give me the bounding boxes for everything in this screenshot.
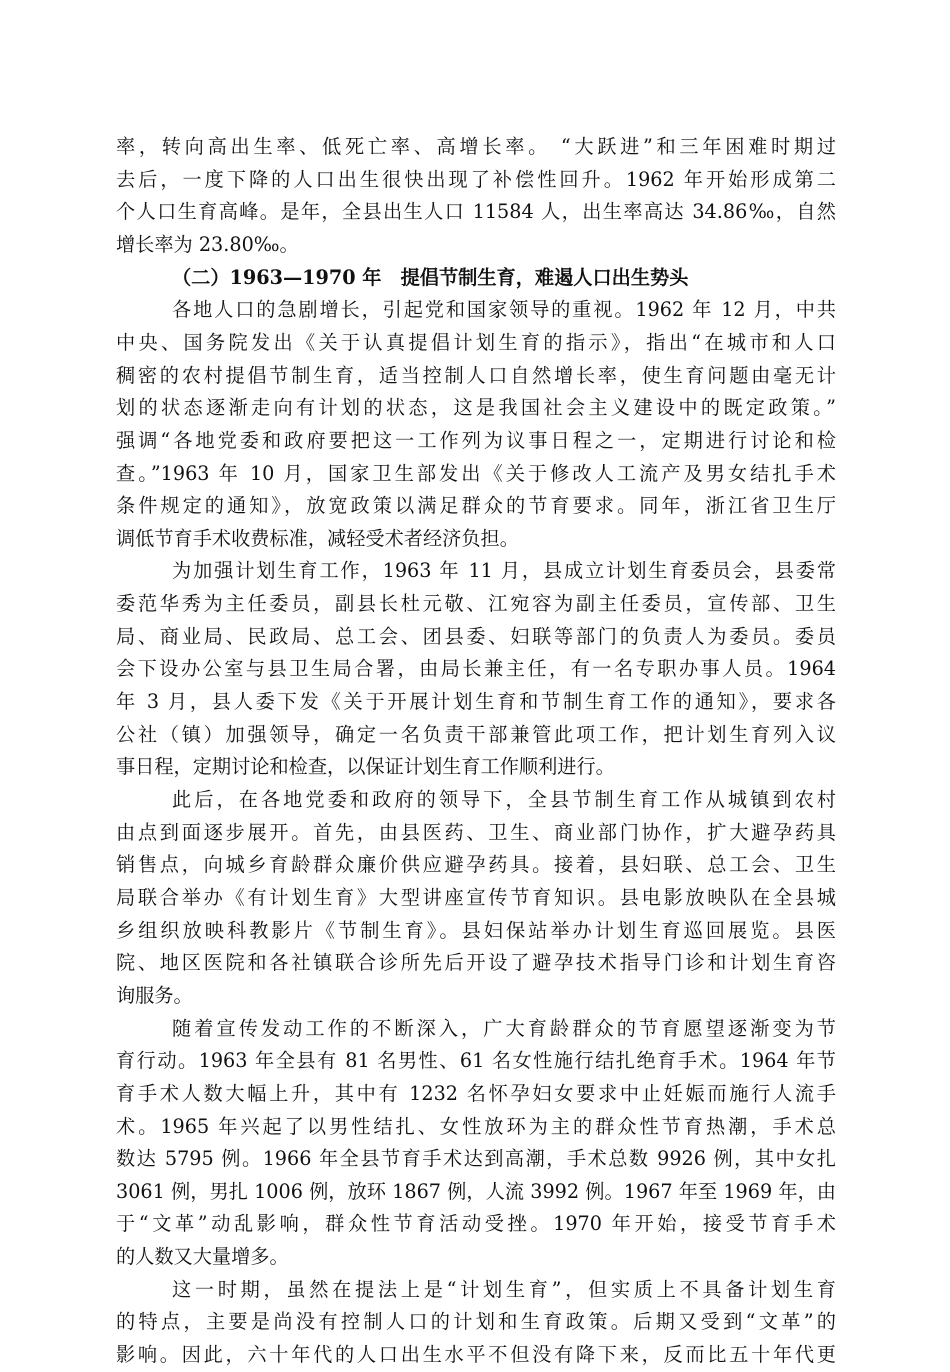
text-line: 查。”1963 年 10 月，国家卫生部发出《关于修改人工流产及男女结扎手术: [116, 461, 836, 485]
text-line: 中央、国务院发出《关于认真提倡计划生育的指示》，指出“在城市和人口: [116, 330, 836, 354]
text-line: 去后，一度下降的人口出生很快出现了补偿性回升。1962 年开始形成第二: [116, 167, 836, 191]
text-line: 各地人口的急剧增长，引起党和国家领导的重视。1962 年 12 月，中共: [172, 298, 836, 322]
text-line: 率，转向高出生率、低死亡率、高增长率。 “大跃进”和三年困难时期过: [116, 135, 836, 158]
section-heading: （二）1963—1970 年 提倡节制生育，难遏人口出生势头: [172, 265, 689, 289]
text-line: 的特点，主要是尚没有控制人口的计划和生育政策。后期又受到“文革”的: [116, 1310, 836, 1334]
text-line: 这一时期，虽然在提法上是“计划生育”，但实质上不具备计划生育: [172, 1277, 836, 1301]
text-line: 数达 5795 例。1966 年全县节育手术达到高潮，手术总数 9926 例，其中女扎: [116, 1147, 836, 1171]
text-line: 随着宣传发动工作的不断深入，广大育龄群众的节育愿望逐渐变为节: [172, 1016, 836, 1040]
text-line: 调低节育手术收费标准，减轻受术者经济负担。: [116, 526, 519, 550]
text-line: 影响。因此，六十年代的人口出生水平不但没有降下来，反而比五十年代更: [116, 1343, 836, 1367]
text-line: 询服务。: [116, 983, 193, 1007]
text-line: 育手术人数大幅上升，其中有 1232 名怀孕妇女要求中止妊娠而施行人流手: [116, 1081, 836, 1105]
text-line: 会下设办公室与县卫生局合署，由局长兼主任，有一名专职办事人员。1964: [116, 657, 836, 681]
text-line: 3061 例，男扎 1006 例，放环 1867 例，人流 3992 例。1967 年至 1969 年，由: [116, 1179, 836, 1203]
text-line: 事日程，定期讨论和检查，以保证计划生育工作顺利进行。: [116, 755, 615, 779]
text-line: 划的状态逐渐走向有计划的状态，这是我国社会主义建设中的既定政策。”: [116, 396, 836, 420]
text-line: 销售点，向城乡育龄群众廉价供应避孕药具。接着，县妇联、总工会、卫生: [116, 853, 836, 877]
text-line: 为加强计划生育工作，1963 年 11 月，县成立计划生育委员会，县委常: [172, 559, 836, 583]
text-line: 委范华秀为主任委员，副县长杜元敬、江宛容为副主任委员，宣传部、卫生: [116, 592, 836, 616]
text-line: 的人数又大量增多。: [116, 1245, 289, 1269]
text-line: 增长率为 23.80‰。: [116, 232, 299, 256]
text-line: 个人口生育高峰。是年，全县出生人口 11584 人，出生率高达 34.86‰，自然: [116, 200, 836, 224]
text-line: 院、地区医院和各社镇联合诊所先后开设了避孕技术指导门诊和计划生育咨: [116, 951, 836, 975]
text-line: 稠密的农村提倡节制生育，适当控制人口自然增长率，使生育问题由毫无计: [116, 363, 836, 387]
text-line: 由点到面逐步展开。首先，由县医药、卫生、商业部门协作，扩大避孕药具: [116, 820, 836, 844]
text-line: 育行动。1963 年全县有 81 名男性、61 名女性施行结扎绝育手术。1964 年节: [116, 1049, 836, 1073]
text-line: 此后，在各地党委和政府的领导下，全县节制生育工作从城镇到农村: [172, 788, 836, 811]
text-line: 公社（镇）加强领导，确定一名负责干部兼管此项工作，把计划生育列入议: [116, 722, 836, 746]
text-line: 年 3 月，县人委下发《关于开展计划生育和节制生育工作的通知》，要求各: [116, 690, 836, 714]
text-line: 强调“各地党委和政府要把这一工作列为议事日程之一，定期进行讨论和检: [116, 428, 836, 452]
text-line: 局联合举办《有计划生育》大型讲座宣传节育知识。县电影放映队在全县城: [116, 885, 836, 909]
text-line: 乡组织放映科教影片《节制生育》。县妇保站举办计划生育巡回展览。县医: [116, 918, 836, 942]
text-line: 条件规定的通知》，放宽政策以满足群众的节育要求。同年，浙江省卫生厅: [116, 494, 836, 518]
text-line: 术。1965 年兴起了以男性结扎、女性放环为主的群众性节育热潮，手术总: [116, 1114, 836, 1138]
text-line: 局、商业局、民政局、总工会、团县委、妇联等部门的负责人为委员。委员: [116, 624, 836, 648]
text-line: 于“文革”动乱影响，群众性节育活动受挫。1970 年开始，接受节育手术: [116, 1212, 836, 1236]
